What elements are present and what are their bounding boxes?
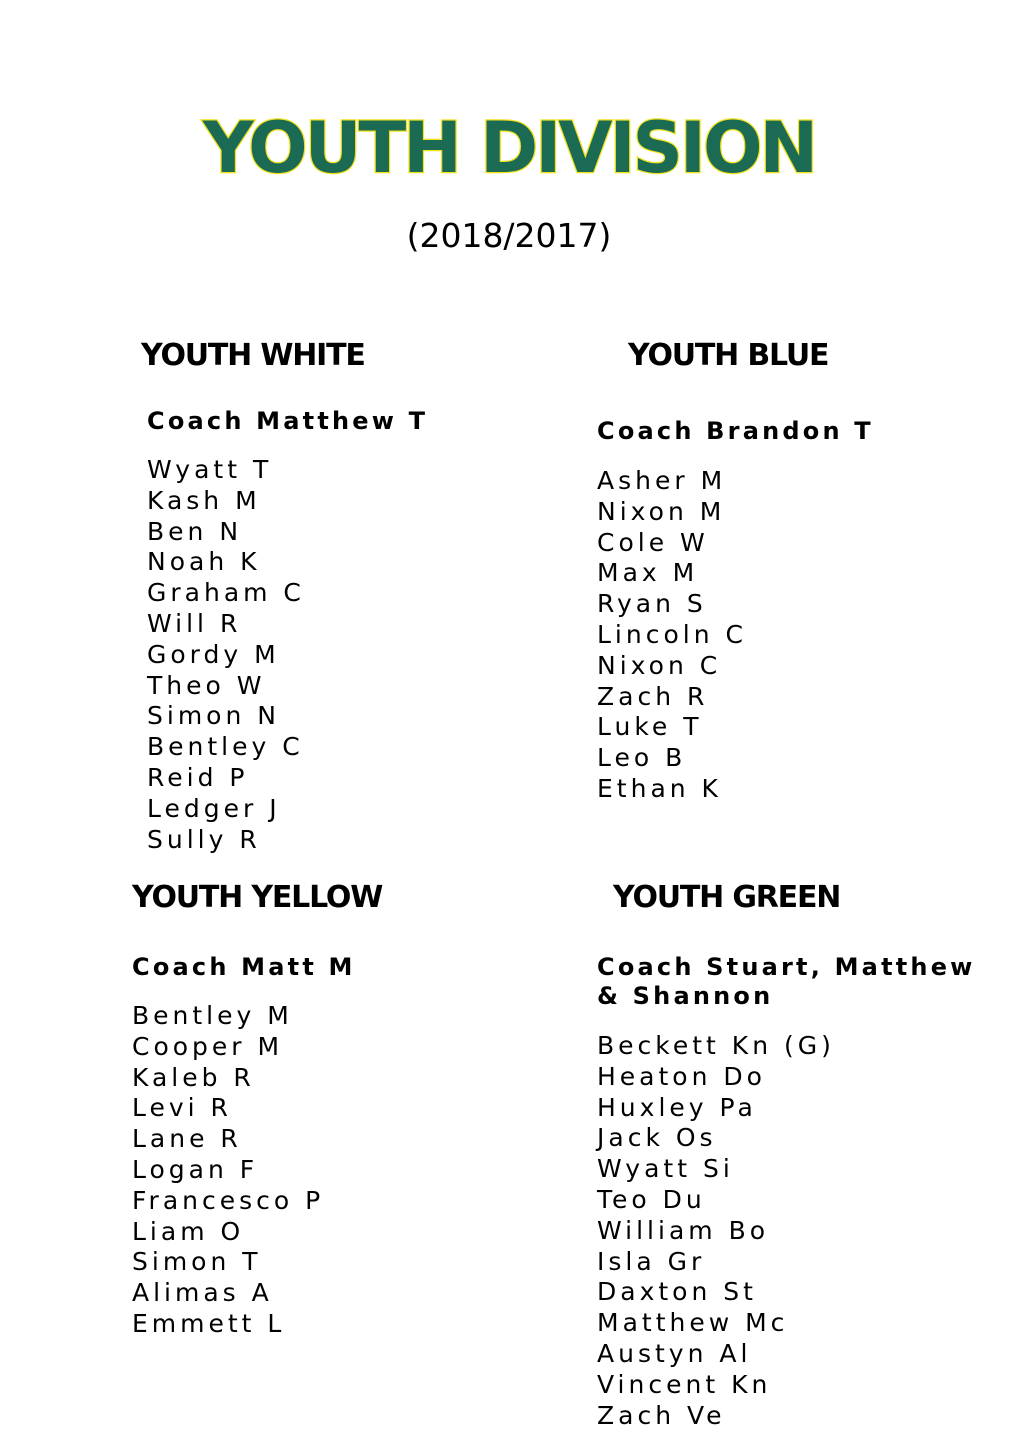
coach-name: Coach Matt M [132, 953, 356, 981]
player-item: Levi R [132, 1093, 232, 1123]
coach-name-line-2: & Shannon [597, 982, 774, 1010]
player-item: Graham C [147, 578, 305, 608]
player-item: Lincoln C [597, 619, 747, 649]
player-item: Zach Ve [597, 1400, 726, 1430]
player-item: Zach R [597, 681, 709, 711]
coach-name: Coach Matthew T [147, 407, 429, 435]
player-item: Ethan K [597, 773, 722, 803]
page-title: YOUTH DIVISION [202, 107, 816, 189]
player-list [597, 466, 747, 805]
page-subtitle: (2018/2017) [406, 216, 612, 255]
player-item: Liam O [132, 1216, 245, 1246]
player-item: Reid P [147, 762, 249, 792]
player-item: Nixon C [597, 650, 722, 680]
player-item: Cooper M [132, 1031, 284, 1061]
player-item: Bentley M [132, 1001, 293, 1030]
player-item: Ryan S [597, 589, 707, 619]
team-name: YOUTH GREEN [613, 880, 841, 915]
player-item: Daxton St [597, 1277, 757, 1307]
player-item: Ben N [147, 516, 243, 546]
player-list [132, 1001, 324, 1340]
player-item: Noah K [147, 547, 261, 577]
player-item: Alimas A [132, 1278, 273, 1308]
player-item: Emmett L [132, 1308, 286, 1338]
team-name: YOUTH BLUE [628, 338, 829, 373]
coach-name-line-1: Coach Stuart, Matthew [597, 953, 976, 981]
player-item: Heaton Do [597, 1061, 766, 1091]
player-item: Simon N [147, 701, 280, 731]
player-item: Theo W [147, 670, 266, 700]
player-item: Kaleb R [132, 1062, 255, 1092]
player-item: Luke T [597, 712, 703, 742]
player-item: Gordy M [147, 639, 280, 669]
player-item: Bentley C [147, 732, 304, 762]
player-item: Will R [147, 608, 242, 638]
player-item: Kash M [147, 485, 261, 515]
player-item: Austyn Al [597, 1338, 752, 1368]
player-item: Teo Du [597, 1184, 706, 1214]
player-item: Wyatt Si [597, 1154, 734, 1184]
player-item: Huxley Pa [597, 1092, 757, 1122]
coach-name: Coach Brandon T [597, 417, 874, 445]
player-item: Lane R [132, 1124, 242, 1154]
player-item: Beckett Kn (G) [597, 1031, 835, 1060]
team-name: YOUTH WHITE [141, 338, 365, 373]
player-item: Ledger J [147, 793, 281, 823]
player-list [147, 455, 305, 855]
player-item: Simon T [132, 1247, 262, 1277]
player-item: Nixon M [597, 496, 726, 526]
player-item: Logan F [132, 1154, 259, 1184]
player-item: Jack Os [597, 1123, 717, 1153]
player-item: Matthew Mc [597, 1308, 789, 1338]
player-item: Sully R [147, 824, 261, 854]
player-item: Leo B [597, 743, 687, 773]
team-name: YOUTH YELLOW [132, 880, 383, 915]
player-item: Francesco P [132, 1185, 325, 1215]
player-item: Asher M [597, 466, 727, 495]
player-list [597, 1031, 835, 1431]
player-item: Vincent Kn [597, 1369, 772, 1399]
player-item: William Bo [597, 1215, 770, 1245]
player-item: Max M [597, 558, 699, 588]
player-item: Cole W [597, 527, 709, 557]
player-item: Isla Gr [597, 1246, 706, 1276]
player-item: Wyatt T [147, 455, 273, 484]
